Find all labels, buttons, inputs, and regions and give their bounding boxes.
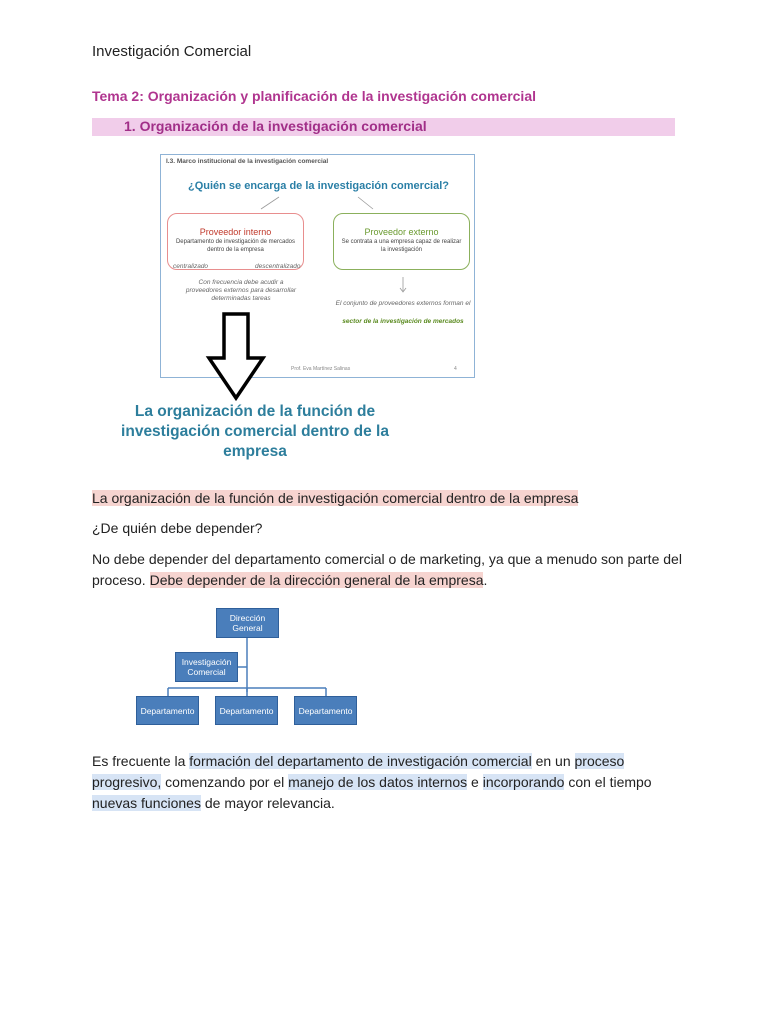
paragraph-question: ¿De quién debe depender? [92,520,263,536]
topic-title: Tema 2: Organización y planificación de la investigación comercial [92,88,536,104]
org-box-department: Departamento [136,696,199,725]
slide-note-right: El conjunto de proveedores externos forman el [335,300,471,307]
paragraph-text: e [467,774,483,790]
paragraph-text: Es frecuente la [92,753,190,769]
paragraph-text: No debe depender del departamento comercial o de marketing, ya que a menudo son parte del proceso. [92,551,682,588]
paragraph-text: en un [531,753,575,769]
external-provider-box [333,213,470,270]
highlighted-text: manejo de los datos internos [288,774,468,790]
slide-question: ¿Quién se encarga de la investigación comercial? [187,180,450,192]
highlighted-text: formación del departamento de investigación comercial [189,753,532,769]
paragraph-text: con el tiempo [564,774,652,790]
org-box-general-direction: Dirección General [216,608,279,638]
org-box-commercial-research: Investigación Comercial [175,652,238,682]
document-header: Investigación Comercial [92,43,252,60]
slide-note-left: Con frecuencia debe acudir a proveedores externos para desarrollar determinadas tareas [185,279,297,302]
paragraph-text: . [483,572,488,588]
slide-footer: Prof. Eva Martínez Salinas [291,366,351,372]
highlighted-text: proceso progresivo, [92,753,625,790]
internal-provider-title: Proveedor interno [199,227,272,237]
centralized-label: centralizado [173,263,209,270]
decentralized-label: descentralizado [255,263,301,270]
slide-caption: La organización de la función de investigación comercial dentro de la empresa [121,403,389,460]
slide-note-right-bold: sector de la investigación de mercados [342,318,464,325]
highlighted-text: incorporando [482,774,565,790]
down-arrow-icon [205,312,267,402]
org-box-department: Departamento [215,696,278,725]
slide-page-number: 4 [454,366,457,372]
internal-provider-box [167,213,304,270]
highlighted-text: La organización de la función de investigación comercial dentro de la empresa [92,490,579,506]
section-heading: 1. Organización de la investigación comercial [124,118,427,134]
highlighted-text: Debe depender de la dirección general de la empresa [149,572,484,588]
org-chart [130,604,370,728]
paragraph-highlight-heading [92,488,578,509]
external-provider-desc: Se contrata a una empresa capaz de realizar la investigación [341,239,462,253]
internal-provider-desc: Departamento de investigación de mercados dentro de la empresa [175,239,296,253]
paragraph-text: de mayor relevancia. [200,795,335,811]
slide-heading: I.3. Marco institucional de la investigación comercial [166,158,329,165]
highlighted-text: nuevas funciones [92,795,201,811]
org-box-department: Departamento [294,696,357,725]
paragraph-dependency [92,549,682,591]
paragraph-progressive-process [92,751,682,814]
paragraph-text: comenzando por el [161,774,289,790]
external-provider-title: Proveedor externo [364,227,439,237]
